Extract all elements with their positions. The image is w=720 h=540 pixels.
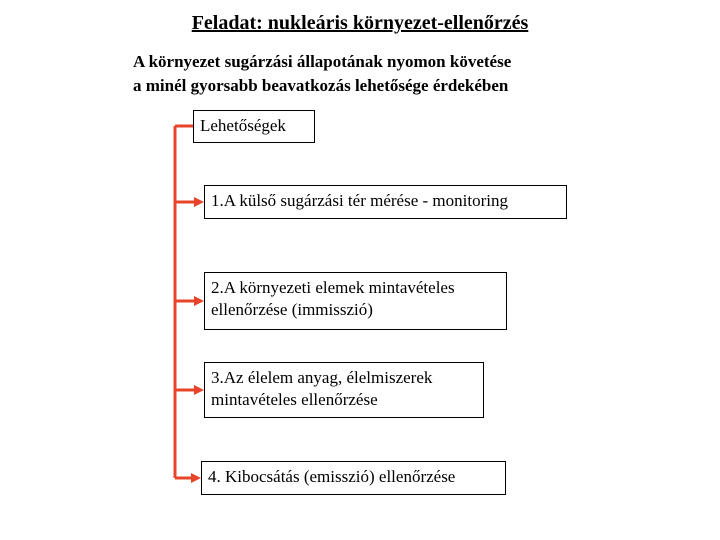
option-2-line-1: 2.A környezeti elemek mintavételes: [211, 278, 455, 297]
option-box-1: [204, 185, 567, 219]
option-4-line-1: 4. Kibocsátás (emisszió) ellenőrzése: [208, 467, 456, 486]
option-box-4: [201, 461, 506, 495]
options-root-label: Lehetőségek: [200, 116, 286, 135]
option-3-line-2: mintavételes ellenőrzése: [211, 390, 378, 409]
arrow-head-4: [191, 473, 201, 483]
arrow-head-3: [194, 385, 204, 395]
subtitle-line-2: a minél gyorsabb beavatkozás lehetősége érdekében: [133, 76, 509, 95]
options-root-box: [193, 110, 315, 143]
subtitle-line-1: A környezet sugárzási állapotának nyomon követése: [133, 52, 512, 71]
page-title: Feladat: nukleáris környezet-ellenőrzés: [191, 12, 529, 34]
option-1-line-1: 1.A külső sugárzási tér mérése - monitoring: [211, 191, 508, 210]
arrow-head-1: [194, 197, 204, 207]
option-box-3: [204, 362, 484, 418]
option-3-line-1: 3.Az élelem anyag, élelmiszerek: [211, 368, 433, 387]
option-2-line-2: ellenőrzése (immisszió): [211, 300, 373, 319]
option-box-2: [204, 272, 507, 330]
arrow-head-2: [194, 296, 204, 306]
